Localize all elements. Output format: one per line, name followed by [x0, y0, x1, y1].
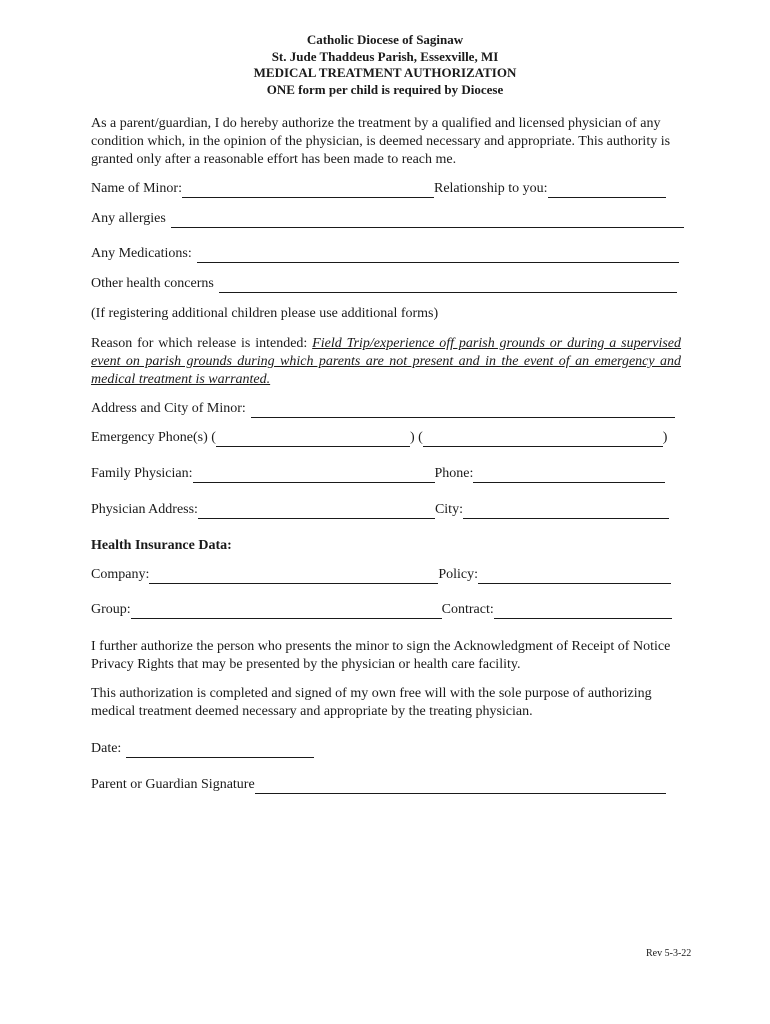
- health-concerns-row: [91, 275, 677, 293]
- free-will-paragraph: This authorization is completed and signed of my own free will with the sole purpose of authorizing medical treatment deemed necessary and appropriate by the treating physician.: [91, 686, 652, 719]
- date-row: [91, 740, 314, 758]
- company-field[interactable]: [149, 569, 438, 584]
- date-field[interactable]: [126, 743, 314, 758]
- emergency-phone-separator: ) (: [409, 430, 423, 445]
- diocese-name: Catholic Diocese of Saginaw: [306, 32, 464, 47]
- group-field[interactable]: [131, 604, 442, 619]
- intro-paragraph: As a parent/guardian, I do hereby authorize the treatment by a qualified and licensed physician of any condition which, in the opinion of the physician, is deemed necessary and appropriate. This authority is granted only after a reasonable effort has been made to reach me.: [91, 116, 671, 167]
- name-of-minor-label: Name of Minor:: [91, 181, 182, 196]
- contract-field[interactable]: [494, 604, 672, 619]
- medications-row: [91, 245, 679, 263]
- policy-field[interactable]: [478, 569, 671, 584]
- emergency-phone-field-1[interactable]: [216, 432, 410, 447]
- physician-phone-label: Phone:: [434, 466, 474, 481]
- emergency-phone-close: ): [662, 430, 668, 445]
- privacy-authorization-paragraph: I further authorize the person who presents the minor to sign the Acknowledgment of Receipt of Notice Privacy Rights that may be presented by the physician or health care facility.: [91, 639, 671, 672]
- company-label: Company:: [91, 567, 150, 582]
- relationship-field[interactable]: [548, 183, 666, 198]
- address-field[interactable]: [251, 403, 675, 418]
- insurance-company-row: [91, 566, 671, 584]
- physician-city-label: City:: [434, 502, 463, 517]
- revision-label: Rev 5-3-22: [646, 948, 692, 959]
- contract-label: Contract:: [441, 602, 494, 617]
- additional-children-note: (If registering additional children please use additional forms): [91, 306, 439, 321]
- medications-field[interactable]: [197, 248, 679, 263]
- allergies-field[interactable]: [171, 213, 684, 228]
- physician-address-row: [91, 501, 669, 519]
- signature-field[interactable]: [255, 779, 666, 794]
- emergency-phone-label: Emergency Phone(s) (: [91, 430, 216, 445]
- signature-label: Parent or Guardian Signature: [91, 777, 255, 792]
- relationship-label: Relationship to you:: [433, 181, 548, 196]
- health-concerns-field[interactable]: [219, 278, 677, 293]
- parish-name: St. Jude Thaddeus Parish, Essexville, MI: [271, 48, 499, 64]
- group-label: Group:: [91, 602, 131, 617]
- insurance-group-row: [91, 601, 672, 619]
- policy-label: Policy:: [438, 567, 479, 582]
- physician-city-field[interactable]: [463, 504, 669, 519]
- family-physician-label: Family Physician:: [91, 466, 193, 481]
- health-concerns-label: Other health concerns: [91, 276, 214, 291]
- date-label: Date:: [91, 741, 122, 756]
- physician-phone-field[interactable]: [473, 468, 665, 483]
- reason-label: Reason for which release is intended:: [91, 336, 313, 351]
- emergency-phone-row: [91, 429, 667, 447]
- reason-value: Field Trip/experience off parish grounds or during a supervised event on parish grounds during which parents are not present and in the event of an emergency and medical treatment is warranted.: [91, 336, 682, 387]
- form-subtitle: ONE form per child is required by Diocese: [266, 81, 504, 97]
- reason-paragraph: [91, 335, 681, 389]
- form-header: [0, 32, 770, 98]
- address-row: [91, 400, 675, 418]
- family-physician-row: [91, 465, 665, 483]
- minor-name-row: [91, 180, 666, 198]
- emergency-phone-field-2[interactable]: [423, 432, 663, 447]
- insurance-heading: Health Insurance Data:: [91, 538, 232, 553]
- address-label: Address and City of Minor:: [91, 401, 246, 416]
- physician-address-label: Physician Address:: [91, 502, 198, 517]
- signature-row: [91, 776, 666, 794]
- name-of-minor-field[interactable]: [182, 183, 434, 198]
- family-physician-field[interactable]: [193, 468, 435, 483]
- allergies-row: [91, 210, 684, 228]
- allergies-label: Any allergies: [91, 211, 166, 226]
- medications-label: Any Medications:: [91, 246, 192, 261]
- form-title: MEDICAL TREATMENT AUTHORIZATION: [253, 65, 517, 80]
- physician-address-field[interactable]: [198, 504, 435, 519]
